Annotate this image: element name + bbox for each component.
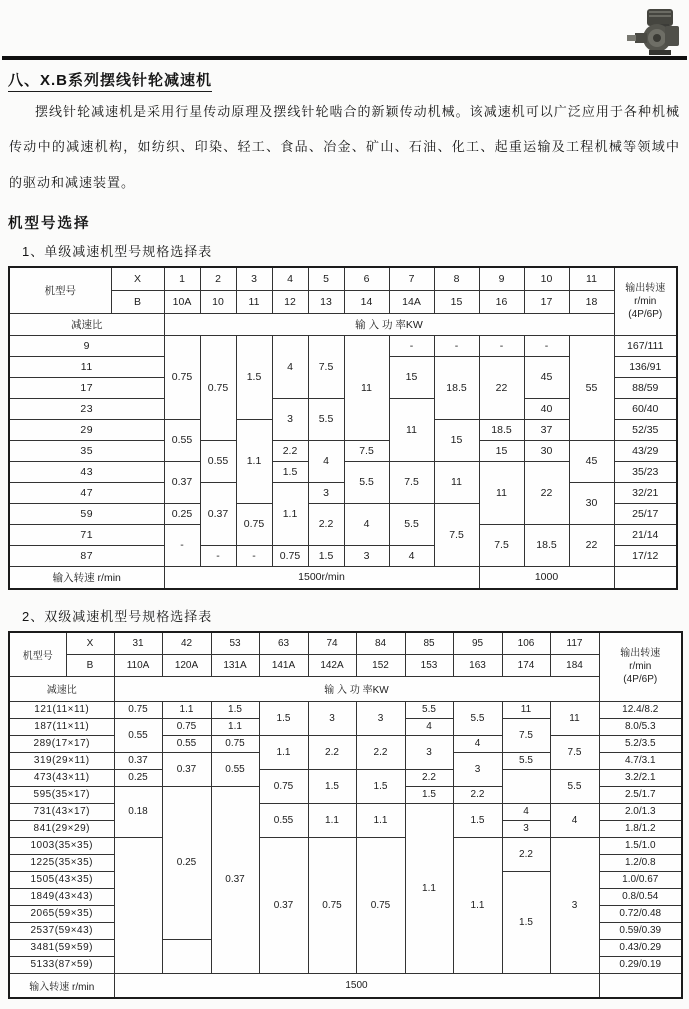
power-cell: 0.55 [211,752,259,786]
table2-caption: 2、双级减速机型号规格选择表 [22,609,213,625]
x-row-label: X [111,267,164,290]
top-rule [2,56,687,60]
power-cell: 2.2 [453,786,502,803]
intro-paragraph: 摆线针轮减速机是采用行星传动原理及摆线针轮啮合的新颖传动机械。该减速机可以广泛应用于各种机械传动中的减速机构，如纺织、印染、轻工、食品、冶金、矿山、石油、化工、起重运输及工程机械等领域中的驱动和减速装置。 [9,104,680,190]
power-cell: 37 [524,419,569,440]
power-cell: 1.1 [162,701,211,718]
power-cell: 5.5 [308,398,344,440]
b-value-cell: 131A [211,654,259,676]
power-cell: 2.2 [502,837,550,871]
output-speed-cell: 1.2/0.8 [599,854,682,871]
output-speed-header [599,632,682,701]
power-cell: 1.5 [405,786,453,803]
ratio-cell: 87 [9,545,164,566]
power-cell: 1.5 [356,769,405,803]
power-cell: 1.5 [259,701,308,735]
output-speed-cell: 136/91 [614,356,677,377]
power-cell: 0.25 [164,503,200,524]
power-cell: 3 [356,701,405,735]
power-cell: 2.2 [405,769,453,786]
b-value-cell: 16 [479,290,524,313]
x-value-cell: 85 [405,632,453,654]
ratio-cell: 2065(59×35) [9,905,114,922]
power-cell: 4 [502,803,550,820]
double-stage-selection-table [8,631,683,999]
power-cell: 7.5 [479,524,524,566]
power-cell: 11 [502,701,550,718]
power-cell: 1.5 [236,335,272,419]
power-cell: 0.55 [162,735,211,752]
power-cell: 1.5 [453,803,502,837]
power-cell: 3 [453,752,502,786]
power-cell: - [434,335,479,356]
power-cell [114,837,162,973]
b-value-cell: 15 [434,290,479,313]
power-cell: 30 [524,440,569,461]
power-cell: 11 [550,701,599,735]
ratio-cell: 3481(59×59) [9,939,114,956]
output-speed-cell: 0.8/0.54 [599,888,682,905]
power-cell: 5.5 [344,461,389,503]
power-cell: 1.1 [405,803,453,973]
x-value-cell: 6 [344,267,389,290]
power-cell: - [389,335,434,356]
power-cell: 5.5 [550,769,599,803]
power-cell: 0.37 [114,752,162,769]
input-speed-value: 1500 [114,973,599,998]
power-cell: 18.5 [524,524,569,566]
b-row-label: B [111,290,164,313]
power-cell: 22 [569,524,614,566]
ratio-cell: 473(43×11) [9,769,114,786]
output-speed-cell: 21/14 [614,524,677,545]
ratio-cell: 841(29×29) [9,820,114,837]
power-cell: 0.37 [211,786,259,973]
output-header-line: 输出转速 [620,648,661,660]
power-cell: 0.55 [200,440,236,482]
power-cell: 4 [453,735,502,752]
power-cell: - [200,545,236,566]
ratio-header: 减速比 [9,313,164,335]
power-cell: 5.5 [453,701,502,735]
output-speed-cell: 2.0/1.3 [599,803,682,820]
power-cell: 0.55 [164,419,200,461]
power-cell: 0.75 [272,545,308,566]
power-cell: 22 [524,461,569,524]
b-value-cell: 142A [308,654,356,676]
output-speed-header [614,267,677,335]
output-header-line: r/min [634,295,657,307]
output-speed-cell: 32/21 [614,482,677,503]
power-cell: 15 [479,440,524,461]
b-value-cell: 14 [344,290,389,313]
power-cell: 3 [405,735,453,769]
power-cell: 45 [524,356,569,398]
power-cell: 4 [389,545,434,566]
ratio-cell: 2537(59×43) [9,922,114,939]
power-cell: 0.75 [356,837,405,973]
output-speed-cell: 167/111 [614,335,677,356]
output-speed-cell: 35/23 [614,461,677,482]
power-cell: 1.5 [502,871,550,973]
output-header-line: (4P/6P) [628,308,663,320]
power-cell: 7.5 [434,503,479,566]
b-row-label: B [66,654,114,676]
x-value-cell: 9 [479,267,524,290]
power-cell: 0.55 [259,803,308,837]
input-speed-label: 输入转速 r/min [9,973,114,998]
power-cell: 7.5 [550,735,599,769]
power-cell: - [164,524,200,566]
power-cell: 4 [405,718,453,735]
ratio-header: 减速比 [9,676,114,701]
power-cell: 0.18 [114,786,162,837]
power-cell: 18.5 [434,356,479,419]
single-stage-selection-table [8,266,678,590]
b-value-cell: 17 [524,290,569,313]
power-cell: 1.1 [308,803,356,837]
power-cell [502,769,550,803]
ratio-cell: 23 [9,398,164,419]
output-speed-cell: 0.43/0.29 [599,939,682,956]
ratio-cell: 59 [9,503,164,524]
ratio-cell: 47 [9,482,164,503]
ratio-cell: 43 [9,461,164,482]
x-value-cell: 42 [162,632,211,654]
power-cell: 0.25 [114,769,162,786]
x-value-cell: 63 [259,632,308,654]
power-cell: 0.75 [259,769,308,803]
b-value-cell: 184 [550,654,599,676]
power-cell: 0.37 [200,482,236,545]
output-speed-cell: 52/35 [614,419,677,440]
output-speed-cell: 60/40 [614,398,677,419]
output-speed-cell: 5.2/3.5 [599,735,682,752]
power-cell: 7.5 [502,718,550,752]
b-value-cell: 11 [236,290,272,313]
power-cell: 1.1 [259,735,308,769]
power-cell: 1.1 [272,482,308,545]
power-cell: 0.37 [259,837,308,973]
power-cell: 11 [434,461,479,503]
x-value-cell: 117 [550,632,599,654]
output-speed-cell: 1.0/0.67 [599,871,682,888]
power-cell: 40 [524,398,569,419]
power-cell: 0.75 [308,837,356,973]
power-cell: 0.55 [114,718,162,752]
output-speed-cell: 1.8/1.2 [599,820,682,837]
x-value-cell: 31 [114,632,162,654]
power-cell: 1.1 [453,837,502,973]
power-cell: 0.75 [162,718,211,735]
x-value-cell: 74 [308,632,356,654]
x-value-cell: 10 [524,267,569,290]
ratio-cell: 29 [9,419,164,440]
x-value-cell: 4 [272,267,308,290]
power-cell: 4 [308,440,344,482]
ratio-cell: 121(11×11) [9,701,114,718]
output-speed-cell: 8.0/5.3 [599,718,682,735]
power-cell: 1.5 [211,701,259,718]
input-power-header: 输 入 功 率KW [164,313,614,335]
output-speed-cell: 0.29/0.19 [599,956,682,973]
power-cell: 1.5 [308,545,344,566]
output-header-line: (4P/6P) [623,674,658,686]
power-cell: 0.75 [114,701,162,718]
power-cell: 3 [308,482,344,503]
b-value-cell: 12 [272,290,308,313]
ratio-cell: 319(29×11) [9,752,114,769]
ratio-cell: 35 [9,440,164,461]
section-heading: 机型号选择 [8,216,91,233]
input-power-header: 输 入 功 率KW [114,676,599,701]
ratio-cell: 595(35×17) [9,786,114,803]
power-cell: 18.5 [479,419,524,440]
b-value-cell: 10A [164,290,200,313]
output-speed-cell: 88/59 [614,377,677,398]
ratio-cell: 1849(43×43) [9,888,114,905]
output-speed-cell: 12.4/8.2 [599,701,682,718]
power-cell: 11 [344,335,389,440]
ratio-cell: 187(11×11) [9,718,114,735]
b-value-cell: 13 [308,290,344,313]
output-speed-cell: 17/12 [614,545,677,566]
ratio-cell: 1003(35×35) [9,837,114,854]
power-cell: 2.2 [308,735,356,769]
x-value-cell: 95 [453,632,502,654]
input-speed-value [614,566,677,589]
input-speed-value [599,973,682,998]
power-cell: 1.1 [236,419,272,503]
b-value-cell: 110A [114,654,162,676]
x-value-cell: 7 [389,267,434,290]
power-cell: 3 [502,820,550,837]
output-header-line: r/min [629,661,652,673]
power-cell: 0.37 [164,461,200,503]
output-speed-cell: 25/17 [614,503,677,524]
power-cell: 5.5 [389,503,434,545]
b-value-cell: 174 [502,654,550,676]
output-speed-cell: 43/29 [614,440,677,461]
output-speed-cell: 3.2/2.1 [599,769,682,786]
ratio-cell: 731(43×17) [9,803,114,820]
reducer-photo [607,6,681,56]
power-cell: 0.75 [236,503,272,545]
power-cell: 1.5 [272,461,308,482]
power-cell: 3 [550,837,599,973]
x-value-cell: 106 [502,632,550,654]
x-value-cell: 8 [434,267,479,290]
input-speed-label: 输入转速 r/min [9,566,164,589]
ratio-cell: 11 [9,356,164,377]
output-speed-cell: 2.5/1.7 [599,786,682,803]
x-value-cell: 3 [236,267,272,290]
power-cell: 2.2 [356,735,405,769]
power-cell: 45 [569,440,614,482]
x-value-cell: 84 [356,632,405,654]
page-header-zone [0,0,689,56]
power-cell: - [524,335,569,356]
x-row-label: X [66,632,114,654]
ratio-cell: 289(17×17) [9,735,114,752]
power-cell: 30 [569,482,614,524]
power-cell: - [236,545,272,566]
power-cell: 3 [272,398,308,440]
power-cell: 15 [389,356,434,398]
power-cell: 5.5 [405,701,453,718]
power-cell: 22 [479,356,524,419]
power-cell: 11 [389,398,434,461]
ratio-cell: 71 [9,524,164,545]
power-cell: 15 [434,419,479,461]
b-value-cell: 153 [405,654,453,676]
output-speed-cell: 4.7/3.1 [599,752,682,769]
power-cell: 2.2 [272,440,308,461]
power-cell [162,939,211,973]
b-value-cell: 163 [453,654,502,676]
power-cell: 2.2 [308,503,344,545]
ratio-cell: 1225(35×35) [9,854,114,871]
power-cell: 5.5 [502,752,550,769]
power-cell: 4 [550,803,599,837]
b-value-cell: 120A [162,654,211,676]
x-value-cell: 11 [569,267,614,290]
x-value-cell: 53 [211,632,259,654]
b-value-cell: 141A [259,654,308,676]
x-value-cell: 2 [200,267,236,290]
power-cell: 4 [344,503,389,545]
power-cell: 1.1 [356,803,405,837]
power-cell: 0.75 [164,335,200,419]
x-value-cell: 1 [164,267,200,290]
power-cell: 7.5 [389,461,434,503]
power-cell: 0.25 [162,786,211,939]
power-cell: 0.37 [162,752,211,786]
output-speed-cell: 0.72/0.48 [599,905,682,922]
ratio-cell: 9 [9,335,164,356]
power-cell: 0.75 [200,335,236,440]
ratio-cell: 5133(87×59) [9,956,114,973]
table1-caption: 1、单级减速机型号规格选择表 [22,244,213,260]
power-cell: 55 [569,335,614,440]
model-number-header: 机型号 [9,267,111,313]
power-cell: 4 [272,335,308,398]
input-speed-value: 1000 [479,566,614,589]
power-cell: 7.5 [308,335,344,398]
power-cell: 3 [308,701,356,735]
output-header-line: 输出转速 [625,282,666,294]
power-cell: - [479,335,524,356]
b-value-cell: 10 [200,290,236,313]
power-cell: 11 [479,461,524,524]
power-cell: 1.1 [211,718,259,735]
input-speed-value: 1500r/min [164,566,479,589]
page-title: 八、X.B系列摆线针轮减速机 [8,69,689,90]
output-speed-cell: 0.59/0.39 [599,922,682,939]
ratio-cell: 17 [9,377,164,398]
b-value-cell: 152 [356,654,405,676]
power-cell: 7.5 [344,440,389,461]
power-cell: 1.5 [308,769,356,803]
b-value-cell: 14A [389,290,434,313]
model-number-header: 机型号 [9,632,66,676]
output-speed-cell: 1.5/1.0 [599,837,682,854]
x-value-cell: 5 [308,267,344,290]
power-cell: 3 [344,545,389,566]
ratio-cell: 1505(43×35) [9,871,114,888]
power-cell: 0.75 [211,735,259,752]
b-value-cell: 18 [569,290,614,313]
